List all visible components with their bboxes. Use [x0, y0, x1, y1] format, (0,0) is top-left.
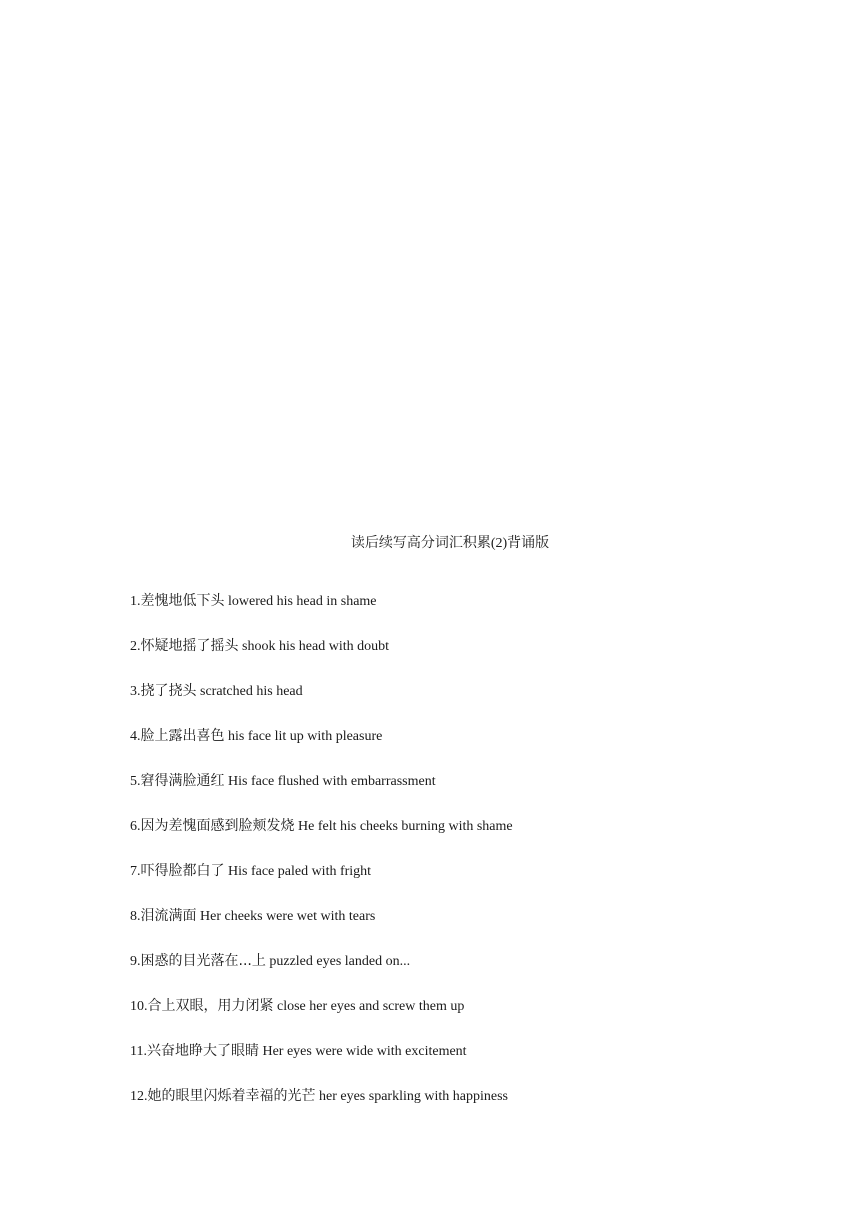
entry-chinese: 窘得满脸通红	[140, 773, 225, 789]
vocabulary-list	[130, 592, 830, 1132]
list-item	[130, 637, 830, 682]
list-item	[130, 1042, 830, 1087]
entry-english: puzzled eyes landed on...	[265, 954, 411, 969]
entry-english: His face flushed with embarrassment	[224, 774, 436, 789]
entry-number: 1.	[130, 594, 141, 609]
list-item	[130, 907, 830, 952]
entry-number: 8.	[130, 909, 141, 924]
entry-number: 2.	[130, 639, 141, 654]
entry-chinese: 吓得脸都白了	[140, 863, 225, 879]
entry-number: 12.	[130, 1089, 148, 1104]
list-item	[130, 727, 830, 772]
entry-number: 6.	[130, 819, 141, 834]
entry-chinese: 怀疑地摇了摇头	[140, 638, 239, 654]
entry-chinese: 挠了挠头	[140, 683, 197, 699]
entry-number: 3.	[130, 684, 141, 699]
entry-english: his face lit up with pleasure	[224, 729, 383, 744]
list-item	[130, 817, 830, 862]
page-title: 读后续写高分词汇积累(2)背诵版	[350, 536, 550, 551]
entry-chinese: 困惑的目光落在...上	[140, 953, 266, 969]
list-item	[130, 997, 830, 1042]
list-item	[130, 592, 830, 637]
entry-number: 10.	[130, 999, 148, 1014]
entry-chinese: 合上双眼，用力闭紧	[147, 998, 274, 1014]
list-item	[130, 772, 830, 817]
entry-number: 7.	[130, 864, 141, 879]
list-item	[130, 682, 830, 727]
list-item	[130, 952, 830, 997]
entry-chinese: 因为差愧面感到脸颊发烧	[140, 818, 295, 834]
entry-number: 5.	[130, 774, 141, 789]
list-item	[130, 1087, 830, 1132]
list-item	[130, 862, 830, 907]
entry-chinese: 她的眼里闪烁着幸福的光芒	[147, 1088, 316, 1104]
entry-english: her eyes sparkling with happiness	[315, 1089, 508, 1104]
entry-english: scratched his head	[196, 684, 303, 699]
entry-english: lowered his head in shame	[224, 594, 377, 609]
entry-chinese: 泪流满面	[140, 908, 197, 924]
entry-english: Her cheeks were wet with tears	[196, 909, 376, 924]
entry-chinese: 脸上露出喜色	[140, 728, 225, 744]
entry-number: 11.	[130, 1044, 147, 1059]
entry-number: 9.	[130, 954, 141, 969]
entry-number: 4.	[130, 729, 141, 744]
entry-english: shook his head with doubt	[238, 639, 389, 654]
entry-chinese: 差愧地低下头	[140, 593, 225, 609]
entry-chinese: 兴奋地睁大了眼睛	[146, 1043, 259, 1059]
entry-english: close her eyes and screw them up	[273, 999, 465, 1014]
entry-english: Her eyes were wide with excitement	[258, 1044, 467, 1059]
entry-english: He felt his cheeks burning with shame	[294, 819, 513, 834]
entry-english: His face paled with fright	[224, 864, 372, 879]
